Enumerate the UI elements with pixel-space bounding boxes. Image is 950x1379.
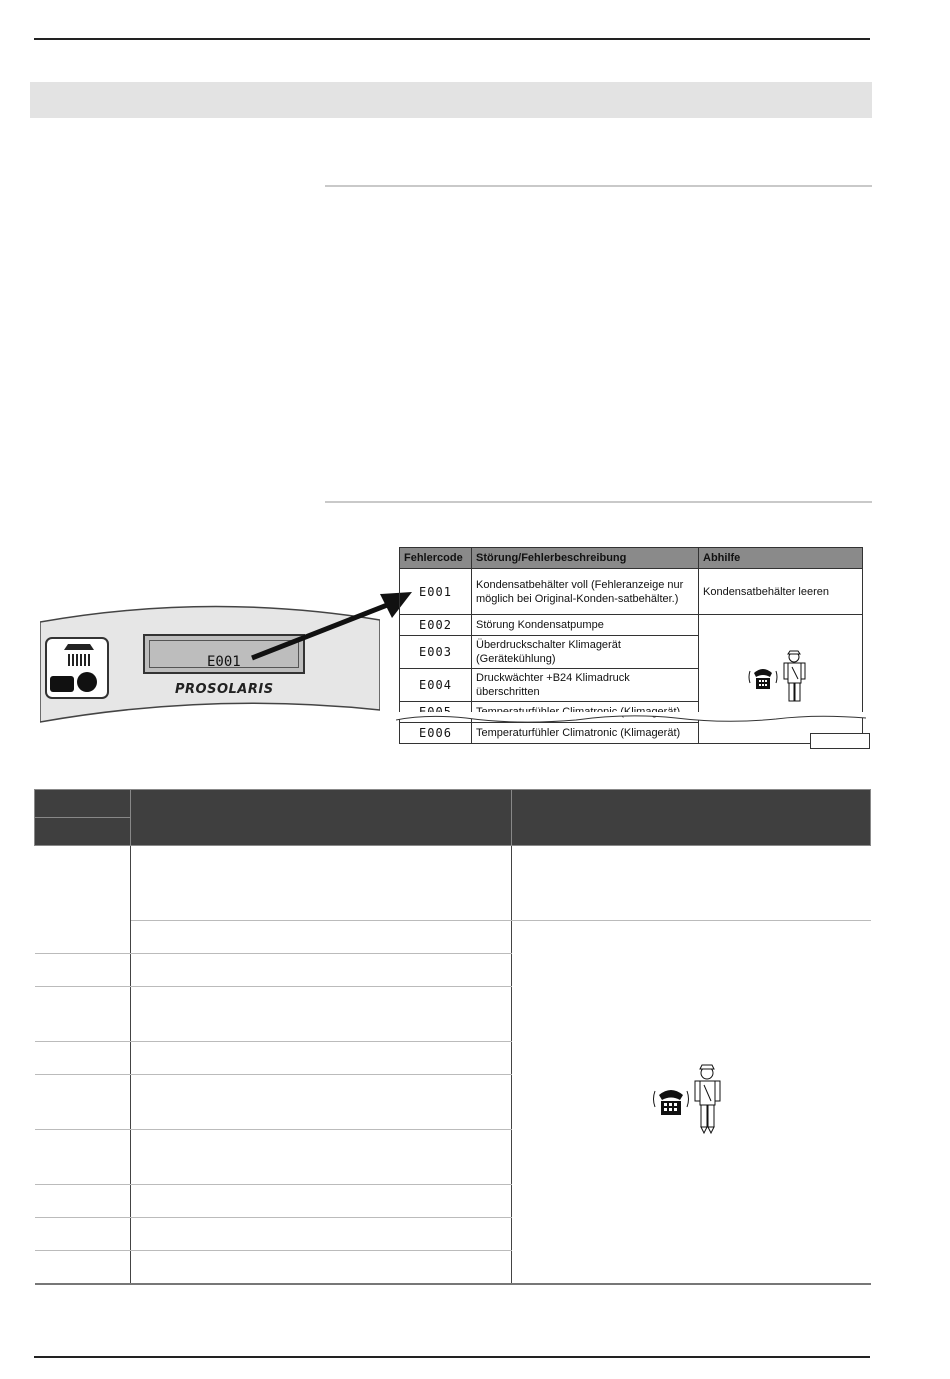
main-error-table [34,789,870,1285]
code-cell [35,954,131,987]
divider-line-lower [325,501,872,503]
inset-code: E001 [400,569,472,615]
description-cell [131,954,512,987]
phone-technician-icon [746,649,816,705]
bottom-rule [34,1356,870,1358]
code-cell [35,846,131,954]
inset-remedy: Kondensatbehälter leeren [699,569,863,615]
inset-description: Kondensatbehälter voll (Fehleranzeige nur möglich bei Original-Konden-satbehälter.) [472,569,699,615]
top-rule [34,38,870,40]
inset-code: E003 [400,636,472,669]
table-row [35,921,871,954]
brand-logo: PROSOLARIS [175,682,274,697]
inset-description: Überdruckschalter Klimagerät (Gerätekühlung) [472,636,699,669]
header-code-bottom [35,818,131,846]
code-cell [35,1218,131,1251]
inset-header-code: Fehlercode [400,548,472,569]
description-cell [131,1130,512,1185]
code-cell [35,1075,131,1130]
inset-code: E006 [400,723,472,744]
torn-edge [396,712,866,726]
table-row [35,846,871,921]
description-cell [131,1185,512,1218]
table-row [400,569,863,615]
inset-header-remedy: Abhilfe [699,548,863,569]
code-cell [35,1251,131,1284]
remedy-cell [512,846,871,921]
description-cell [131,987,512,1042]
table-row [400,615,863,636]
description-cell [131,1251,512,1284]
figure-reference-box [810,733,870,749]
phone-technician-icon [651,1063,731,1135]
code-cell [35,1130,131,1185]
inset-code: E002 [400,615,472,636]
inset-code: E004 [400,669,472,702]
header-remedy [512,790,871,846]
description-cell [131,921,512,954]
code-cell [35,987,131,1042]
inset-description: Druckwächter +B24 Klimadruck überschritten [472,669,699,702]
description-cell [131,846,512,921]
code-cell [35,1042,131,1075]
inset-header-description: Störung/Fehlerbeschreibung [472,548,699,569]
code-cell [35,1185,131,1218]
remedy-service-cell [512,921,871,1284]
inset-description: Störung Kondensatpumpe [472,615,699,636]
divider-line-upper [325,185,872,187]
description-cell [131,1218,512,1251]
description-cell [131,1075,512,1130]
lcd-error-code: E001 [207,654,241,670]
header-description [131,790,512,846]
inset-description: Temperaturfühler Climatronic (Klimagerät) [472,723,699,744]
header-code-top [35,790,131,818]
description-cell [131,1042,512,1075]
section-header-band [30,82,872,118]
